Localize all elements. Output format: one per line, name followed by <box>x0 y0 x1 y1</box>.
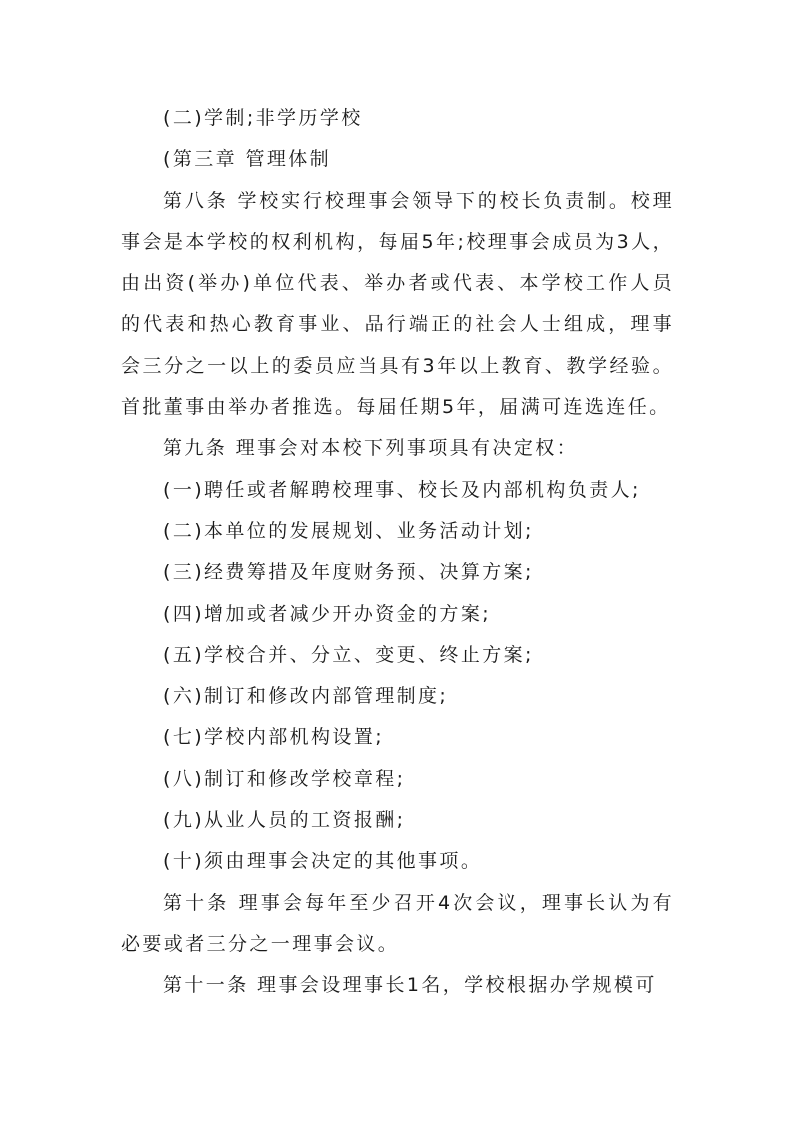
list-item-8: (八)制订和修改学校章程; <box>163 767 406 790</box>
paragraph-schooling-system: (二)学制;非学历学校 <box>163 107 363 129</box>
list-item-3: (三)经费筹措及年度财务预、决算方案; <box>163 561 534 584</box>
list-item-2: (二)本单位的发展规划、业务活动计划; <box>163 519 534 542</box>
list-item-7: (七)学校内部机构设置; <box>163 726 385 749</box>
document-body <box>121 98 674 1007</box>
article-10: 第十条 理事会每年至少召开4次会议，理事长认为有必要或者三分之一理事会议。 <box>121 891 674 955</box>
article-9: 第九条 理事会对本校下列事项具有决定权： <box>163 437 579 460</box>
list-item-4: (四)增加或者减少开办资金的方案; <box>163 602 492 625</box>
list-item-10: (十)须由理事会决定的其他事项。 <box>163 850 483 873</box>
list-item-9: (九)从业人员的工资报酬; <box>163 809 406 832</box>
article-8: 第八条 学校实行校理事会领导下的校长负责制。校理事会是本学校的权利机构，每届5年;校理事会成员为3人，由出资(举办)单位代表、举办者或代表、本学校工作人员的代表和热心教育事业、品行端正的社会人士组成，理事会三分之一以上的委员应当具有3年以上教育、教学经验。首批董事由举办者推选。每届任期5年，届满可连选连任。 <box>121 189 674 419</box>
list-item-5: (五)学校合并、分立、变更、终止方案; <box>163 643 534 666</box>
chapter-heading: (第三章 管理体制 <box>163 148 332 171</box>
article-11: 第十一条 理事会设理事长1名，学校根据办学规模可 <box>163 974 657 997</box>
list-item-1: (一)聘任或者解聘校理事、校长及内部机构负责人; <box>163 478 641 501</box>
list-item-6: (六)制订和修改内部管理制度; <box>163 685 449 708</box>
